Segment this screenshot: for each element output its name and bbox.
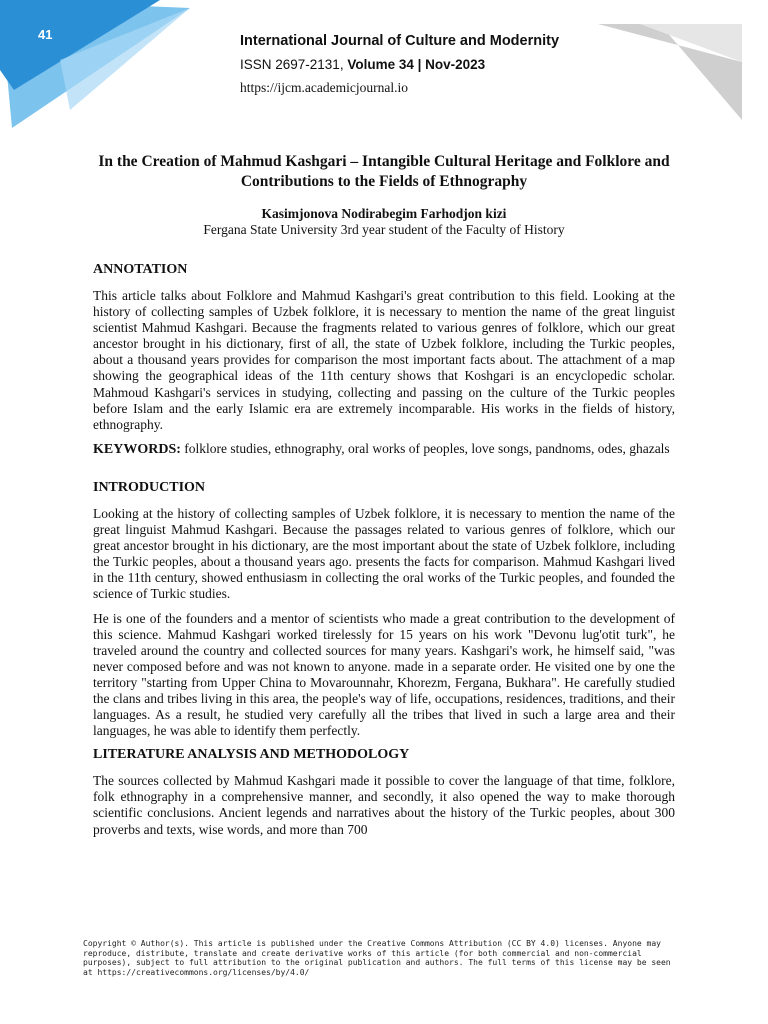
introduction-heading: INTRODUCTION bbox=[93, 479, 206, 495]
license-footer: Copyright © Author(s). This article is published under the Creative Commons Attribution (CC BY 4.0) licenses. Anyone may reproduce, distribute, translate and create derivative works of this article (for both commercial and non-commercial purposes), subject to full attribution to the original publication and authors. The full terms of this license may be seen at https://creativecommons.org/licenses/by/4.0/ bbox=[83, 939, 671, 977]
article-title: In the Creation of Mahmud Kashgari – Intangible Cultural Heritage and Folklore and Contributions to the Fields of Ethnography bbox=[98, 153, 670, 190]
journal-issn-line bbox=[240, 56, 559, 74]
journal-volume: Volume 34 | Nov-2023 bbox=[347, 57, 486, 72]
page-number: 41 bbox=[38, 27, 53, 42]
journal-header bbox=[240, 32, 559, 97]
journal-url[interactable]: https://ijcm.academicjournal.io bbox=[240, 80, 408, 95]
annotation-heading: ANNOTATION bbox=[93, 262, 188, 277]
article-author: Kasimjonova Nodirabegim Farhodjon kizi bbox=[261, 206, 507, 221]
article-affiliation: Fergana State University 3rd year student of the Faculty of History bbox=[203, 222, 565, 237]
keywords-text: folklore studies, ethnography, oral works of peoples, love songs, pandnoms, odes, ghazals bbox=[184, 440, 670, 456]
keywords-label: KEYWORDS: bbox=[93, 441, 181, 457]
literature-paragraph-1: The sources collected by Mahmud Kashgari made it possible to cover the language of that time, folklore, folk ethnography in a comprehensive manner, and secondly, it also opened the way to make thorough scientific conclusions. Ancient legends and narratives about the history of the Turkic peoples, about 300 proverbs and texts, wise words, and more than 700 bbox=[93, 773, 675, 837]
annotation-text: This article talks about Folklore and Mahmud Kashgari's great contribution to this field. Looking at the history of collecting samples of Uzbek folklore, it is necessary to mention the name of the great linguist scientist Mahmud Kashgari. Because the fragments related to various genres of folklore, which our great ancestor brought in his dictionary, first of all, the state of Uzbek folklore, including the Turkic peoples, about a thousand years provides for comparison the most important facts about. The attachment of a map showing the geographical ideas of the 11th century shows that Koshgari is an encyclopedic scholar. Mahmoud Kashgari's services in studying, collecting and passing on the culture of the Turkic peoples before Islam and the early Islamic era are extremely incomparable. His works in the fields of history, ethnography. bbox=[93, 288, 675, 432]
introduction-paragraph-1: Looking at the history of collecting samples of Uzbek folklore, it is necessary to mention the name of the great linguist Mahmud Kashgari. Because the passages related to various genres of folklore, which our great ancestor brought in his dictionary, are the most important about the state of Uzbek folklore, including the Turkic peoples, about a thousand years ago. presents the facts for comparison. Mahmud Kashgari lived in the 11th century, showed enthusiasm in collecting the oral works of the Turkic peoples, and founded the science of Turkic studies. bbox=[93, 505, 675, 602]
journal-issn: ISSN 2697-2131, bbox=[240, 57, 344, 72]
introduction-paragraph-2: He is one of the founders and a mentor of scientists who made a great contribution to the development of this science. Mahmud Kashgari worked tirelessly for 15 years on his work "Devonu lug'otit turk", he traveled around the country and collected sources for many years. Kashgari's work, he himself said, "was never composed before and was not known to anyone. made in a separate order. He visited one by one the territory "starting from Upper China to Movarounnahr, Khorezm, Fergana, Bukhara". He carefully studied the clans and tribes living in this area, the people's way of life, occupations, residences, traditions, and their languages. As a result, he studied very carefully all the tribes that lived in such a large area and their languages, he was able to identify them perfectly. bbox=[93, 610, 675, 739]
literature-heading: LITERATURE ANALYSIS AND METHODOLOGY bbox=[93, 747, 410, 763]
journal-title: International Journal of Culture and Modernity bbox=[240, 33, 560, 49]
article-body bbox=[93, 262, 675, 846]
keywords-paragraph bbox=[93, 441, 675, 458]
